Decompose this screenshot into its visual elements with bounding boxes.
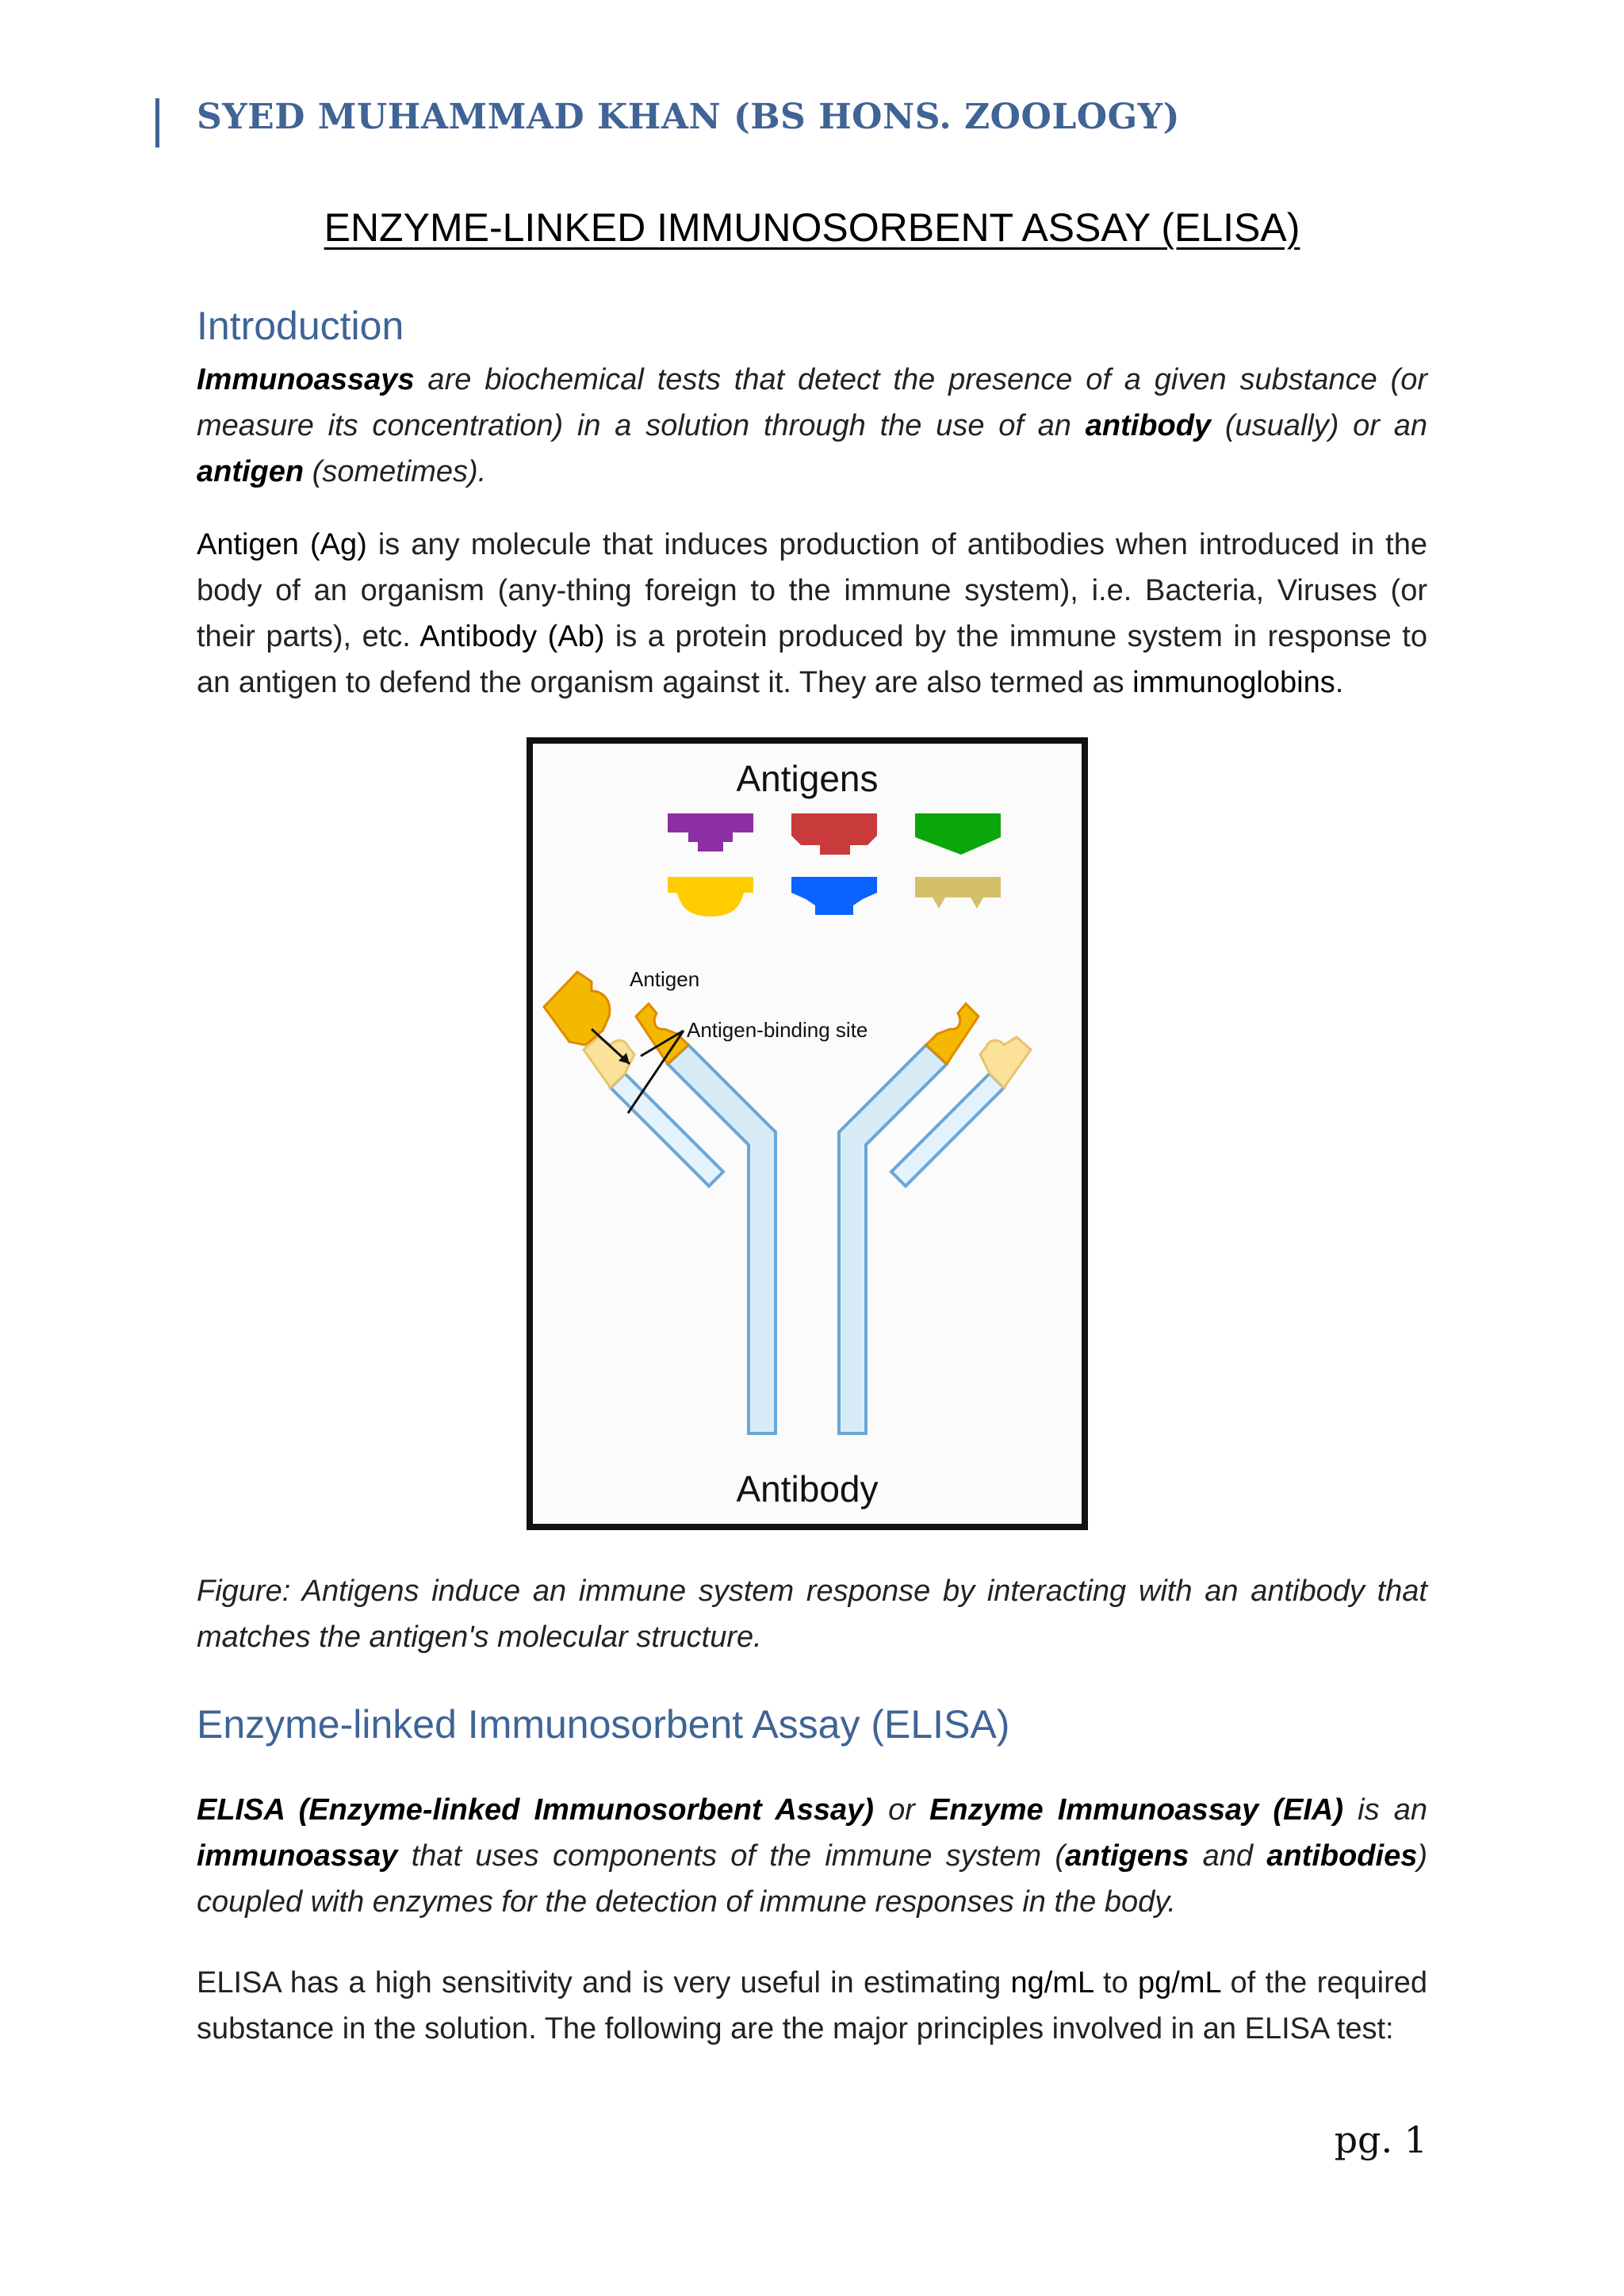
- text-span: .: [1335, 666, 1344, 699]
- binding-site-label: Antigen-binding site: [687, 1018, 868, 1042]
- antibody-structure: [584, 1004, 1031, 1433]
- text-span: is an: [1343, 1793, 1427, 1827]
- text-span: are biochemical tests that detect the presence of a given substance (or measure its concentration) in a solution through the use of an: [197, 363, 1427, 442]
- term-antibodies: antibodies: [1266, 1839, 1418, 1873]
- term-immunoassay: immunoassay: [197, 1839, 398, 1873]
- figure-title: Antigens: [736, 758, 879, 799]
- intro-paragraph-1: [197, 357, 1427, 495]
- intro-paragraph-2: [197, 522, 1427, 706]
- unit-ng-ml: ng/mL: [1010, 1966, 1094, 1999]
- document-title: ENZYME-LINKED IMMUNOSORBENT ASSAY (ELISA): [324, 205, 1300, 250]
- term-immunoglobins: immunoglobins: [1132, 666, 1335, 699]
- author-header: SYED MUHAMMAD KHAN (BS HONS. ZOOLOGY): [197, 97, 1180, 137]
- elisa-paragraph-2: [197, 1960, 1427, 2052]
- antibody-diagram: [533, 744, 1082, 1524]
- heavy-chain-right: [839, 1045, 947, 1433]
- term-antigen-ag: Antigen (Ag): [197, 528, 367, 561]
- term-eia: Enzyme Immunoassay (EIA): [929, 1793, 1344, 1827]
- page-number: pg. 1: [1334, 2118, 1427, 2161]
- antigen-shape-red: [791, 813, 877, 855]
- text-span: or: [873, 1793, 930, 1827]
- introduction-heading: Introduction: [197, 304, 404, 348]
- elisa-paragraph-1: [197, 1787, 1427, 1925]
- term-immunoassays: Immunoassays: [197, 363, 415, 396]
- antigen-shape-green: [915, 813, 1001, 855]
- term-antibody-ab: Antibody (Ab): [419, 620, 605, 653]
- text-span: (sometimes).: [304, 455, 487, 488]
- text-span: ELISA has a high sensitivity and is very useful in estimating: [197, 1966, 1011, 1999]
- text-span: and: [1189, 1839, 1267, 1873]
- antigen-antibody-figure: [527, 737, 1088, 1530]
- text-span: is any molecule that induces production of antibodies when introduced in the body of an organism (any-thing foreign to the immune system), i.e. Bacteria, Viruses (or their parts), etc.: [197, 528, 1428, 653]
- antigen-shape-blue: [791, 877, 877, 915]
- header-accent-bar: [155, 98, 159, 147]
- unit-pg-ml: pg/mL: [1138, 1966, 1221, 1999]
- antigen-shape-yellow: [668, 877, 753, 916]
- term-antigen: antigen: [197, 455, 304, 488]
- term-elisa: ELISA (Enzyme-linked Immunosorbent Assay): [197, 1793, 874, 1827]
- antigen-shape-purple: [668, 813, 753, 851]
- docking-antigen: [544, 972, 610, 1045]
- heavy-chain-left: [668, 1045, 776, 1433]
- antigen-label: Antigen: [630, 967, 700, 991]
- elisa-heading: Enzyme-linked Immunosorbent Assay (ELISA): [197, 1702, 1010, 1747]
- text-span: that uses components of the immune system (: [397, 1839, 1066, 1873]
- text-span: to: [1093, 1966, 1138, 1999]
- term-antigens: antigens: [1065, 1839, 1189, 1873]
- antigen-shapes: [668, 813, 1001, 916]
- term-antibody: antibody: [1085, 409, 1212, 442]
- figure-caption: Figure: Antigens induce an immune system response by interacting with an antibody that matches the antigen's molecular structure.: [197, 1575, 1427, 1654]
- text-span: (usually) or an: [1211, 409, 1427, 442]
- text-span: is a protein produced by the immune system in response to an antigen to defend the organism against it. They are also termed as: [197, 620, 1427, 699]
- figure-bottom-label: Antibody: [736, 1468, 879, 1510]
- text-span: of the required substance in the solution. The following are the major principles involved in an ELISA test:: [197, 1966, 1427, 2045]
- antigen-shape-khaki: [915, 877, 1001, 909]
- text-span: ) coupled with enzymes for the detection of immune responses in the body.: [197, 1839, 1427, 1919]
